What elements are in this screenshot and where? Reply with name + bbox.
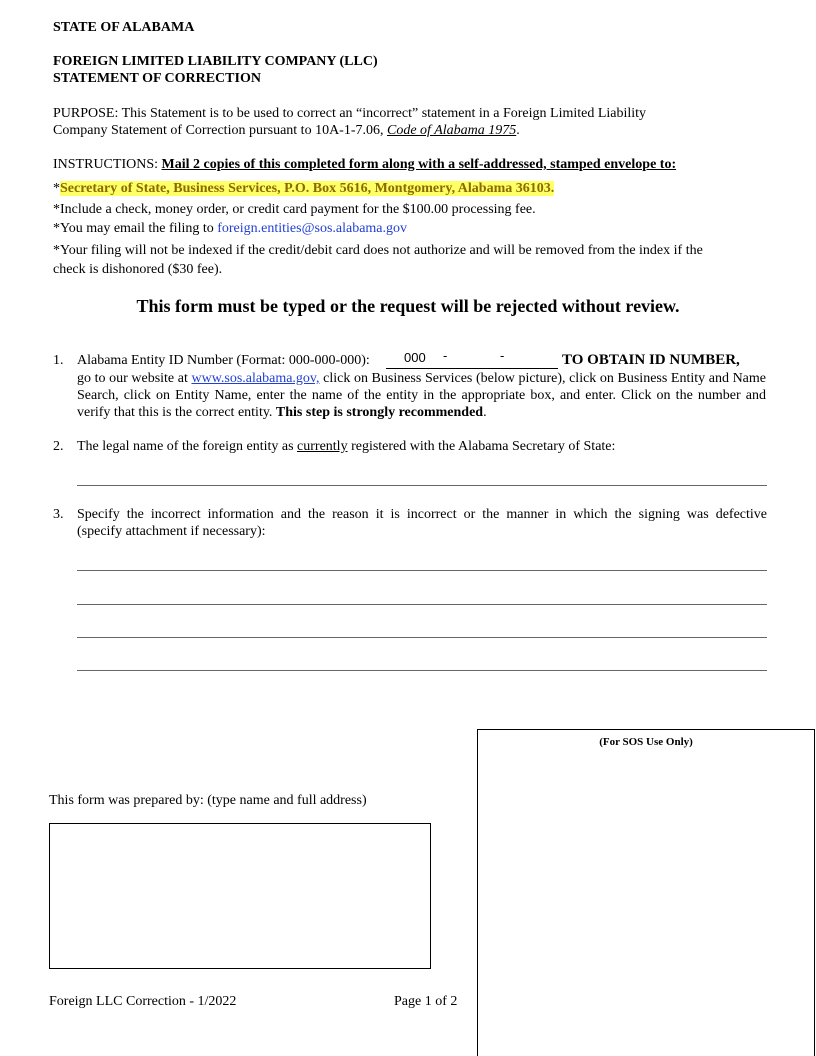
purpose-line2-text: Company Statement of Correction pursuant to 10A-1-7.06, (53, 123, 387, 138)
code-reference: Code of Alabama 1975 (387, 123, 517, 138)
item2-number: 2. (53, 439, 64, 454)
obtain-id-heading: TO OBTAIN ID NUMBER, (562, 352, 740, 368)
legal-name-field[interactable] (77, 466, 767, 486)
item3-line1: Specify the incorrect information and the reason it is incorrect or the manner in which the signing was defective (77, 507, 767, 522)
purpose-line1: PURPOSE: This Statement is to be used to correct an “incorrect” statement in a Foreign Limited Liability (53, 106, 647, 121)
item3-number: 3. (53, 507, 64, 522)
item1-number: 1. (53, 353, 64, 368)
instructions-line (53, 156, 676, 173)
sos-use-label: (For SOS Use Only) (599, 736, 693, 748)
address-line (53, 180, 554, 197)
form-title-line2: STATEMENT OF CORRECTION (53, 71, 261, 86)
item2-text: The legal name of the foreign entity as (77, 439, 298, 454)
item3-line2: (specify attachment if necessary): (77, 524, 266, 539)
instructions-label: INSTRUCTIONS: (53, 157, 162, 172)
correction-field-1[interactable] (77, 551, 767, 571)
page-number: Page 1 of 2 (394, 994, 458, 1009)
item2-label (77, 438, 615, 455)
mailing-address: Secretary of State, Business Services, P.O. Box 5616, Montgomery, Alabama 36103. (60, 181, 555, 196)
item1-instructions (77, 370, 766, 421)
item2-text-end: registered with the Alabama Secretary of State: (347, 439, 616, 454)
purpose-line2-end: . (516, 123, 520, 138)
state-heading: STATE OF ALABAMA (53, 20, 195, 35)
mail-instructions: Mail 2 copies of this completed form along with a self-addressed, stamped envelope to: (161, 157, 677, 172)
item1-line4-text: number and verify that this is the correct entity. (77, 388, 767, 420)
item1-line4-end: . (483, 405, 487, 420)
form-identifier: Foreign LLC Correction - 1/2022 (49, 994, 237, 1009)
entity-id-label: Alabama Entity ID Number (Format: 000-000-000): (77, 353, 370, 368)
correction-field-2[interactable] (77, 585, 767, 605)
payment-note: *Include a check, money order, or credit card payment for the $100.00 processing fee. (53, 202, 536, 217)
typed-warning: This form must be typed or the request will be rejected without review. (136, 296, 680, 316)
email-link[interactable]: foreign.entities@sos.alabama.gov (217, 221, 408, 236)
item1-line2-text: go to our website at (77, 371, 192, 386)
entity-id-dash1: - (443, 348, 448, 363)
correction-field-3[interactable] (77, 618, 767, 638)
address-asterisk: * (53, 181, 60, 196)
entity-id-prefix: 000 (404, 350, 426, 365)
item1-line2-rest: click on Business Services (below picture), click on Business Entity (319, 371, 706, 386)
index-note-line1: *Your filing will not be indexed if the credit/debit card does not authorize and will be removed from the index if the (53, 243, 703, 258)
entity-id-dash2: - (500, 348, 505, 363)
prepared-by-label: This form was prepared by: (type name and full address) (49, 793, 367, 808)
prepared-by-box[interactable] (49, 823, 431, 969)
website-link[interactable]: www.sos.alabama.gov, (191, 371, 320, 386)
sos-use-box (477, 729, 815, 1056)
item1-line3: and Name Search, click on Entity Name, enter the name of the entity in the appropriate box, and enter. Click on the (77, 371, 766, 403)
index-note-line2: check is dishonored ($30 fee). (53, 262, 223, 277)
correction-field-4[interactable] (77, 651, 767, 671)
form-title-line1: FOREIGN LIMITED LIABILITY COMPANY (LLC) (53, 54, 378, 69)
email-prefix: *You may email the filing to (53, 221, 218, 236)
currently-word: currently (297, 439, 348, 454)
recommended-note: This step is strongly recommended (275, 405, 484, 420)
purpose-line2 (53, 122, 520, 139)
entity-id-field[interactable] (386, 350, 558, 369)
email-line (53, 220, 407, 237)
